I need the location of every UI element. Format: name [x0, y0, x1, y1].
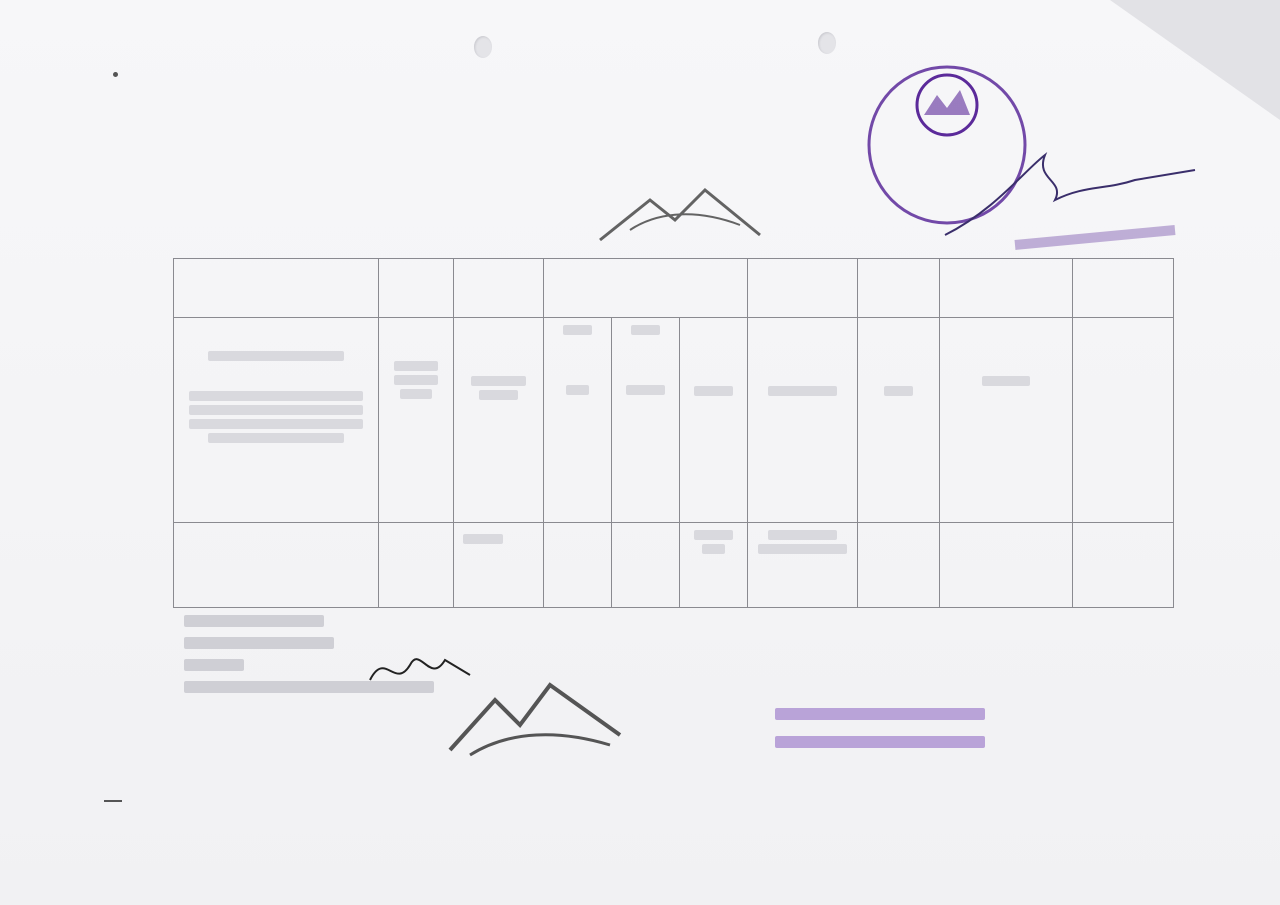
note-line-1	[775, 700, 985, 728]
speck	[113, 72, 118, 77]
registration-note-stamp	[775, 700, 985, 756]
total-row-empty	[940, 523, 1073, 608]
col-header-father-name	[379, 259, 454, 318]
registrar-signature	[935, 140, 1205, 250]
col-header-name-address	[174, 259, 379, 318]
punch-hole	[474, 36, 492, 58]
cell-registered-as	[940, 318, 1073, 523]
cell-removed-date	[1073, 318, 1174, 523]
total-row-empty	[379, 523, 454, 608]
punch-hole	[818, 32, 836, 54]
company-logo-watermark	[590, 180, 800, 250]
company-logo-stamp	[440, 660, 640, 770]
cell-share-from	[544, 318, 612, 523]
total-row-empty	[544, 523, 612, 608]
speck	[104, 800, 122, 802]
total-row-empty	[858, 523, 940, 608]
cell-share-count	[680, 318, 748, 523]
certifier-line	[184, 610, 434, 632]
total-row-count	[680, 523, 748, 608]
folded-corner	[1110, 0, 1280, 120]
cell-citizenship	[454, 318, 544, 523]
col-header-removed-date	[1073, 259, 1174, 318]
total-row-empty	[612, 523, 680, 608]
note-line-2	[775, 728, 985, 756]
cell-share-to	[612, 318, 680, 523]
col-header-registered-date	[940, 259, 1073, 318]
total-row-empty	[1073, 523, 1174, 608]
total-row-amount	[748, 523, 858, 608]
col-header-citizenship	[454, 259, 544, 318]
cell-paid-amount	[748, 318, 858, 523]
total-row-label	[454, 523, 544, 608]
col-header-balance	[858, 259, 940, 318]
shareholder-register-table	[173, 258, 1174, 608]
col-header-paid-amount	[748, 259, 858, 318]
col-header-shares	[544, 259, 748, 318]
cell-name-address	[174, 318, 379, 523]
cell-balance	[858, 318, 940, 523]
total-row-empty	[174, 523, 379, 608]
cell-father-name	[379, 318, 454, 523]
